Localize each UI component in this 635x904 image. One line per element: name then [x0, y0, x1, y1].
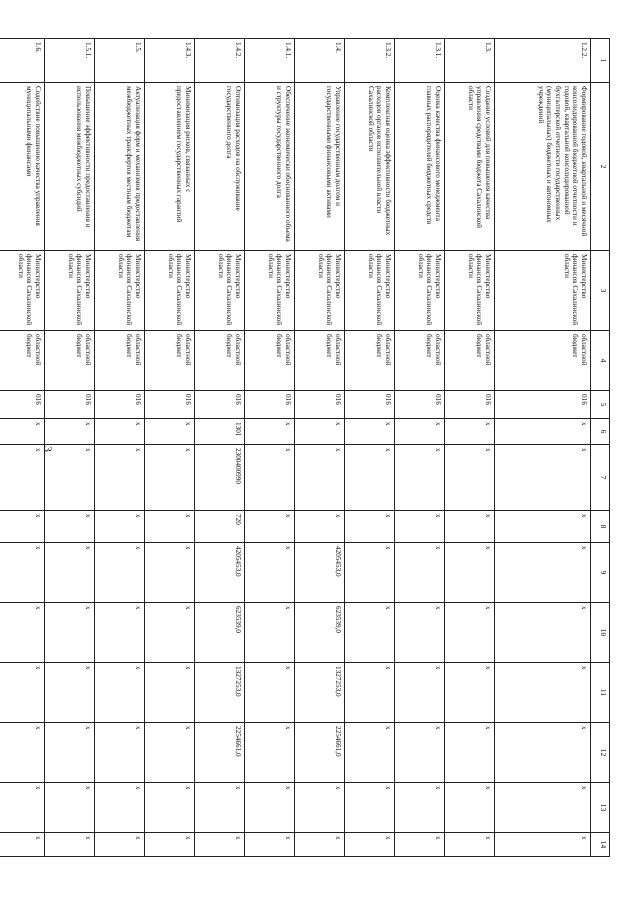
table-cell: х [245, 663, 295, 723]
table-cell: 720 [195, 511, 245, 543]
table-cell: х [95, 663, 145, 723]
table-cell: х [45, 723, 95, 783]
table-cell: х [345, 783, 395, 833]
table-cell: 2300400990 [195, 445, 245, 511]
page-number: 3 [41, 446, 55, 452]
table-cell: х [245, 723, 295, 783]
table-cell: 2254661,0 [195, 723, 245, 783]
table-cell: областной бюджет [195, 331, 245, 391]
table-cell: 1.3.1. [395, 39, 445, 83]
table-cell: х [495, 543, 591, 603]
table-cell: х [345, 833, 395, 857]
table-cell: областной бюджет [295, 331, 345, 391]
table-cell: х [345, 723, 395, 783]
table-cell: х [145, 833, 195, 857]
table-cell: 1.2.2. [495, 39, 591, 83]
table-cell: х [145, 511, 195, 543]
table-cell: Комплексная оценка эффективности бюджетных расходов органов исполнительной власти Сахалинской области [345, 83, 395, 251]
table-cell: Министерство финансов Сахалинской области [95, 251, 145, 331]
table-cell: х [445, 723, 495, 783]
table-cell: х [245, 783, 295, 833]
table-row [245, 39, 295, 857]
table-body [0, 39, 591, 857]
table-cell: х [445, 833, 495, 857]
table-cell: 1.3.2. [345, 39, 395, 83]
table-cell: х [395, 511, 445, 543]
table-cell: х [445, 543, 495, 603]
table-cell: х [0, 445, 45, 511]
table-cell: 016 [345, 391, 395, 419]
table-cell: х [95, 543, 145, 603]
table-cell: х [45, 445, 95, 511]
table-cell: х [0, 543, 45, 603]
header-cell: 8 [591, 511, 610, 543]
header-cell: 6 [591, 419, 610, 445]
header-cell: 11 [591, 663, 610, 723]
header-cell: 2 [591, 83, 610, 251]
table-row [195, 39, 245, 857]
table-cell: х [45, 783, 95, 833]
table-cell: х [0, 663, 45, 723]
table-cell: 1.5.1. [45, 39, 95, 83]
table-cell: 1301 [195, 419, 245, 445]
table-cell: х [95, 723, 145, 783]
table-row [395, 39, 445, 857]
table-cell: х [445, 419, 495, 445]
header-cell: 12 [591, 723, 610, 783]
table-cell: х [395, 603, 445, 663]
table-cell: областной бюджет [245, 331, 295, 391]
table-cell: х [245, 445, 295, 511]
table-row [295, 39, 345, 857]
table-cell: 1.4.2. [195, 39, 245, 83]
table-cell: 1.4. [295, 39, 345, 83]
table-cell: 016 [245, 391, 295, 419]
table-cell: х [395, 833, 445, 857]
table-cell: х [245, 833, 295, 857]
table-cell: х [495, 419, 591, 445]
table-cell: 623539,0 [295, 603, 345, 663]
table-cell: областной бюджет [495, 331, 591, 391]
table-cell: 016 [495, 391, 591, 419]
table-cell: х [345, 663, 395, 723]
table-cell: х [445, 663, 495, 723]
table-cell: 1327253,0 [195, 663, 245, 723]
table-cell: 623539,0 [195, 603, 245, 663]
table-cell: областной бюджет [345, 331, 395, 391]
table-cell: х [145, 445, 195, 511]
table-cell: Актуализация форм и механизмов предоставления межбюджетных трансфертов местным бюджетам [95, 83, 145, 251]
table-cell: х [245, 419, 295, 445]
header-cell: 5 [591, 391, 610, 419]
table-cell: х [245, 511, 295, 543]
table-cell: х [445, 445, 495, 511]
table-cell: х [95, 603, 145, 663]
table-cell: х [495, 663, 591, 723]
table-cell: х [145, 783, 195, 833]
table-cell: 016 [445, 391, 495, 419]
table-header-row [591, 39, 610, 857]
table-cell: Министерство финансов Сахалинской области [495, 251, 591, 331]
table-cell: 1.4.1. [245, 39, 295, 83]
table-cell: х [295, 419, 345, 445]
table-cell: х [445, 511, 495, 543]
table-cell: х [295, 511, 345, 543]
table-cell: Министерство финансов Сахалинской области [0, 251, 45, 331]
table-cell: Министерство финансов Сахалинской области [245, 251, 295, 331]
table-cell: х [95, 511, 145, 543]
table-row [145, 39, 195, 857]
table-cell: Оптимизация расходов на обслуживание государственного долга [195, 83, 245, 251]
table-cell: Министерство финансов Сахалинской области [395, 251, 445, 331]
table-cell: х [495, 833, 591, 857]
table-cell: х [245, 603, 295, 663]
table-cell: х [345, 511, 395, 543]
table-cell: х [0, 723, 45, 783]
table-cell: х [345, 419, 395, 445]
header-cell: 3 [591, 251, 610, 331]
table-cell: 2254661,0 [295, 723, 345, 783]
table-cell: х [295, 783, 345, 833]
table-cell: Министерство финансов Сахалинской области [345, 251, 395, 331]
table-cell: 016 [395, 391, 445, 419]
table-row [45, 39, 95, 857]
table-cell: х [345, 445, 395, 511]
table-row [495, 39, 591, 857]
table-cell: х [145, 663, 195, 723]
table-row [0, 39, 45, 857]
table-cell: х [245, 543, 295, 603]
budget-table [0, 38, 610, 857]
table-cell: х [95, 833, 145, 857]
rotated-page-viewport [16, 38, 610, 856]
table-cell: Оценка качества финансового менеджмента главных распорядителей бюджетных средств [395, 83, 445, 251]
table-cell: х [45, 663, 95, 723]
table-cell: х [45, 833, 95, 857]
table-cell: Министерство финансов Сахалинской области [195, 251, 245, 331]
table-cell: Создание условий для повышения качества управления средствами бюджета Сахалинской области [445, 83, 495, 251]
table-row [445, 39, 495, 857]
header-cell: 10 [591, 603, 610, 663]
table-cell: Министерство финансов Сахалинской области [45, 251, 95, 331]
header-cell: 9 [591, 543, 610, 603]
header-cell: 13 [591, 783, 610, 833]
table-cell: х [145, 543, 195, 603]
table-cell: х [0, 833, 45, 857]
header-cell: 1 [591, 39, 610, 83]
table-cell: 1327253,0 [295, 663, 345, 723]
table-cell: х [195, 783, 245, 833]
table-cell: х [145, 723, 195, 783]
table-cell: 1.5. [95, 39, 145, 83]
table-cell: х [145, 603, 195, 663]
table-cell: х [395, 783, 445, 833]
table-cell: областной бюджет [45, 331, 95, 391]
table-cell: х [45, 511, 95, 543]
table-cell: х [0, 603, 45, 663]
table-cell: х [0, 511, 45, 543]
table-cell: х [445, 783, 495, 833]
table-cell: х [0, 783, 45, 833]
table-cell: 1.6. [0, 39, 45, 83]
table-cell: областной бюджет [145, 331, 195, 391]
table-cell: х [0, 419, 45, 445]
table-cell: х [495, 603, 591, 663]
table-cell: х [345, 543, 395, 603]
header-cell: 7 [591, 445, 610, 511]
table-cell: Обеспечение экономически обоснованного объема и структуры государственного долга [245, 83, 295, 251]
header-cell: 4 [591, 331, 610, 391]
table-cell: х [395, 419, 445, 445]
table-row [345, 39, 395, 857]
table-cell: 4205453,0 [295, 543, 345, 603]
table-cell: 016 [145, 391, 195, 419]
table-cell: 016 [45, 391, 95, 419]
table-cell: Повышение эффективности предоставления и использования межбюджетных субсидий [45, 83, 95, 251]
table-cell: Министерство финансов Сахалинской области [295, 251, 345, 331]
table-cell: х [195, 833, 245, 857]
table-cell: областной бюджет [95, 331, 145, 391]
table-cell: 016 [95, 391, 145, 419]
table-cell: областной бюджет [395, 331, 445, 391]
table-cell: областной бюджет [0, 331, 45, 391]
table-cell: х [395, 723, 445, 783]
table-cell: х [495, 783, 591, 833]
table-cell: х [95, 419, 145, 445]
table-cell: Министерство финансов Сахалинской области [145, 251, 195, 331]
table-cell: х [95, 445, 145, 511]
table-cell: х [145, 419, 195, 445]
table-cell: 016 [0, 391, 45, 419]
table-cell: 1.3. [445, 39, 495, 83]
table-row [95, 39, 145, 857]
table-cell: 1.4.3. [145, 39, 195, 83]
table-cell: 016 [195, 391, 245, 419]
table-cell: х [495, 445, 591, 511]
table-cell: х [295, 833, 345, 857]
table-cell: х [345, 603, 395, 663]
table-cell: х [295, 445, 345, 511]
table-cell: х [95, 783, 145, 833]
table-cell: Минимизация рисков, связанных с предоставлением государственных гарантий [145, 83, 195, 251]
table-cell: х [445, 603, 495, 663]
table-cell: х [495, 723, 591, 783]
table-cell: х [45, 543, 95, 603]
table-cell: Содействие повышению качества управления муниципальными финансами [0, 83, 45, 251]
table-cell: х [395, 663, 445, 723]
table-cell: х [45, 419, 95, 445]
table-cell: х [395, 543, 445, 603]
table-cell: 4205453,0 [195, 543, 245, 603]
table-cell: Формирование годовой, квартальной и месячной консолидированной бюджетной отчетности и годовой, квартальной консолидированной бухгалтерской отчетности государственных (муниципальных) бюджетных и автономных учреждений [495, 83, 591, 251]
rotated-table-container [16, 38, 610, 856]
header-cell: 14 [591, 833, 610, 857]
table-cell: х [45, 603, 95, 663]
table-cell: Управление государственным долгом и государственными финансовыми активами [295, 83, 345, 251]
table-cell: х [495, 511, 591, 543]
table-cell: областной бюджет [445, 331, 495, 391]
table-cell: 016 [295, 391, 345, 419]
table-cell: Министерство финансов Сахалинской области [445, 251, 495, 331]
table-cell: х [395, 445, 445, 511]
